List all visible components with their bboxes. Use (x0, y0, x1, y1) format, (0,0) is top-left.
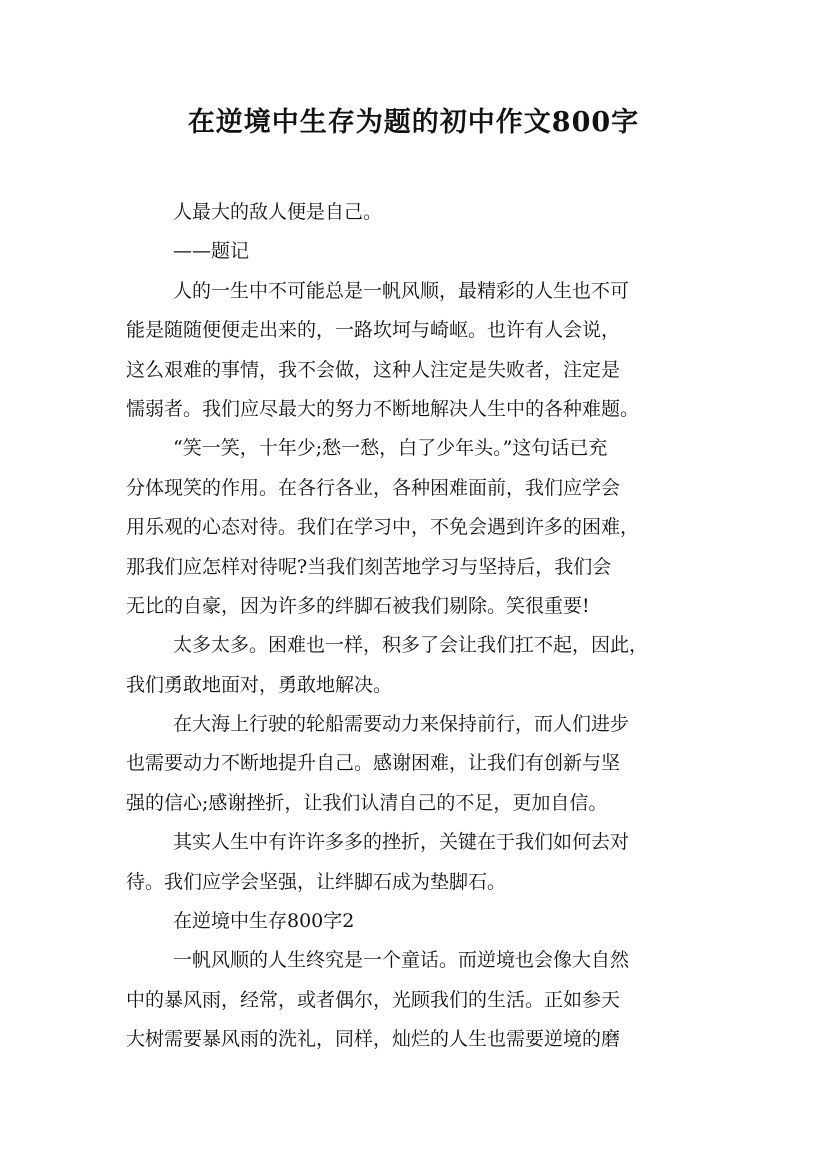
text-line: 能是随随便便走出来的，一路坎坷与崎岖。也许有人会说， (126, 319, 621, 342)
text-line: 用乐观的心态对待。我们在学习中，不免会遇到许多的困难， (126, 516, 640, 539)
text-line: 也需要动力不断地提升自己。感谢困难，让我们有创新与坚 (126, 752, 621, 775)
text-line: 大树需要暴风雨的洗礼，同样，灿烂的人生也需要逆境的磨 (126, 1028, 621, 1051)
text-line: 我们勇敢地面对，勇敢地解决。 (126, 673, 393, 696)
text-line: 那我们应怎样对待呢?当我们刻苦地学习与坚持后，我们会 (126, 555, 612, 578)
text-line: 懦弱者。我们应尽最大的努力不断地解决人生中的各种难题。 (126, 397, 640, 420)
text-line: 人最大的敌人便是自己。 (173, 201, 383, 223)
text-line: 待。我们应学会坚强，让绊脚石成为垫脚石。 (126, 870, 507, 893)
text-line: 其实人生中有许许多多的挫折，关键在于我们如何去对 (173, 831, 630, 854)
text-line: ——题记 (173, 240, 250, 263)
text-line: 强的信心;感谢挫折，让我们认清自己的不足，更加自信。 (126, 791, 608, 814)
text-line: “笑一笑，十年少;愁一愁，白了少年头。”这句话已充 (173, 437, 608, 460)
document-body (126, 193, 716, 1060)
text-line: 这么艰难的事情，我不会做，这种人注定是失败者，注定是 (126, 358, 621, 381)
text-line: 分体现笑的作用。在各行各业，各种困难面前，我们应学会 (126, 476, 621, 499)
text-line: 中的暴风雨，经常，或者偶尔，光顾我们的生活。正如参天 (126, 988, 621, 1011)
text-line: 无比的自豪，因为许多的绊脚石被我们剔除。笑很重要! (126, 594, 590, 617)
text-line: 一帆风顺的人生终究是一个童话。而逆境也会像大自然 (173, 949, 630, 972)
text-line: 在逆境中生存800字2 (173, 910, 355, 933)
text-line: 人的一生中不可能总是一帆风顺，最精彩的人生也不可 (173, 279, 630, 302)
document-title: 在逆境中生存为题的初中作文800字 (187, 107, 640, 138)
text-line: 太多太多。困难也一样，积多了会让我们扛不起，因此， (173, 634, 649, 657)
text-line: 在大海上行驶的轮船需要动力来保持前行，而人们进步 (173, 713, 630, 736)
